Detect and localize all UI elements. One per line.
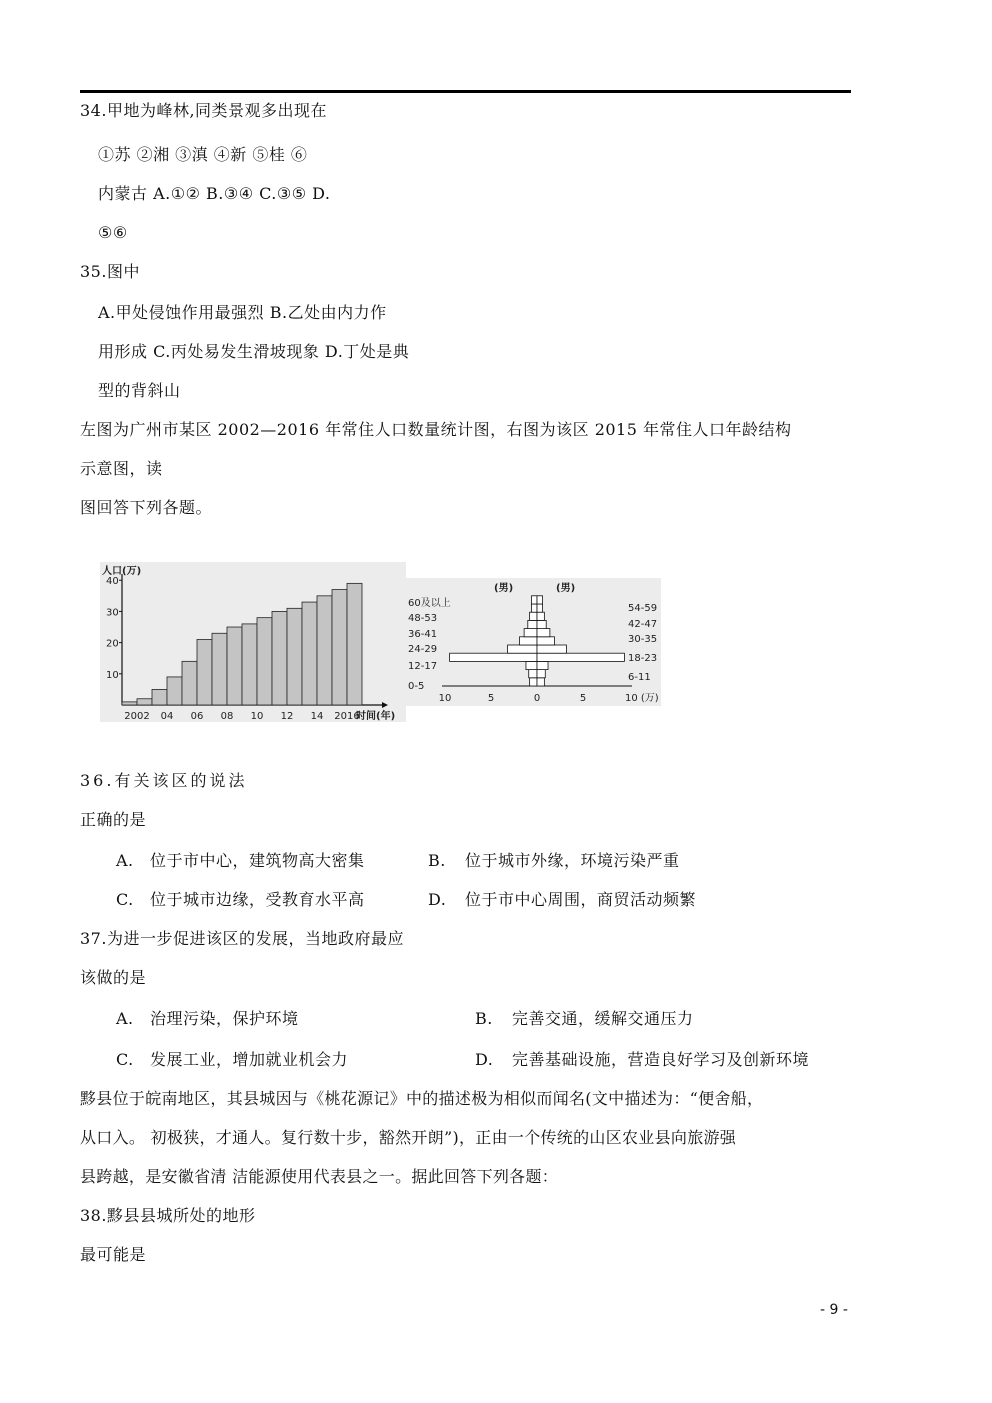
pyramid-bar-right-48-53 xyxy=(537,612,544,620)
pyramid-bar-left-30-35 xyxy=(520,637,537,645)
q36-option-a-letter: A. xyxy=(116,851,134,870)
pyramid-bar-left-54-59 xyxy=(531,604,537,612)
bar-ylabel: 人口(万) xyxy=(102,566,142,577)
bar-x-tick-label: 12 xyxy=(280,711,294,722)
passage-line1: 黟县位于皖南地区，其县城因与《桃花源记》中的描述极为相似而闻名(文中描述为：“便舍船， xyxy=(80,1089,764,1108)
pyramid-bar-left-36-41 xyxy=(524,629,537,637)
pyramid-bar-right-60+ xyxy=(537,596,543,604)
q36-option-b-text: 位于城市外缘，环境污染严重 xyxy=(465,851,680,870)
pyramid-bar-right-24-29 xyxy=(537,645,566,653)
q36-option-d-letter: D. xyxy=(428,890,447,909)
population-bar-chart xyxy=(100,562,406,722)
q37-option-d-letter: D. xyxy=(475,1050,494,1069)
pyramid-right-label: 54-59 xyxy=(628,603,658,614)
pyramid-left-header: (男) xyxy=(494,583,514,594)
pyramid-left-label: 60及以上 xyxy=(408,598,451,609)
bar-5 xyxy=(197,640,212,706)
bar-15 xyxy=(347,583,362,705)
bar-x-tick-label: 14 xyxy=(310,711,324,722)
intro-line3: 图回答下列各题。 xyxy=(80,498,213,517)
pyramid-bar-left-48-53 xyxy=(530,612,537,620)
pyramid-left-label: 12-17 xyxy=(408,661,438,672)
bar-x-tick-label: 08 xyxy=(220,711,234,722)
pyramid-x-tick-label: 0 xyxy=(533,693,541,704)
bar-y-tick-label: 10 xyxy=(106,669,119,681)
page-number: - 9 - xyxy=(820,1302,848,1318)
q38-stem-line2: 最可能是 xyxy=(80,1245,147,1264)
pyramid-bar-left-24-29 xyxy=(508,645,537,653)
pyramid-x-tick-label: 5 xyxy=(487,693,495,704)
q35-options-line3: 型的背斜山 xyxy=(98,381,181,400)
pyramid-bar-right-18-23 xyxy=(537,653,624,661)
bar-9 xyxy=(257,618,272,705)
age-pyramid-svg xyxy=(406,578,661,706)
q36-option-d-text: 位于市中心周围，商贸活动频繁 xyxy=(465,890,697,909)
q35-options-line2: 用形成 C.丙处易发生滑坡现象 D.丁处是典 xyxy=(98,342,410,361)
q38-stem-line1: 38.黟县县城所处的地形 xyxy=(80,1206,256,1225)
pyramid-x-tick-label: 10 (万) xyxy=(625,693,659,704)
intro-line1: 左图为广州市某区 2002—2016 年常住人口数量统计图，右图为该区 2015 年常住人口年龄结构 xyxy=(80,420,792,439)
pyramid-right-label: 30-35 xyxy=(628,634,658,645)
q36-option-c-letter: C. xyxy=(116,890,134,909)
pyramid-bar-left-0-5 xyxy=(530,678,537,686)
bar-12 xyxy=(302,602,317,705)
pyramid-bar-right-0-5 xyxy=(537,678,544,686)
bar-y-tick-label: 40 xyxy=(106,576,119,588)
q37-option-c-text: 发展工业，增加就业机会力 xyxy=(150,1050,349,1069)
q35-stem: 35.图中 xyxy=(80,262,140,281)
pyramid-x-tick-label: 5 xyxy=(579,693,587,704)
pyramid-x-tick-label: 10 xyxy=(438,693,452,704)
q34-stem: 34.甲地为峰林,同类景观多出现在 xyxy=(80,101,328,120)
bar-4 xyxy=(182,661,197,705)
q36-option-c-text: 位于城市边缘，受教育水平高 xyxy=(150,890,365,909)
bar-0 xyxy=(122,702,137,705)
q37-stem-line2: 该做的是 xyxy=(80,968,147,987)
bar-1 xyxy=(137,699,152,705)
pyramid-bar-right-36-41 xyxy=(537,629,550,637)
bar-y-tick-label: 30 xyxy=(106,607,119,619)
pyramid-left-label: 0-5 xyxy=(408,681,425,692)
bar-xlabel: 时间(年) xyxy=(356,711,396,722)
bar-7 xyxy=(227,627,242,705)
pyramid-left-label: 48-53 xyxy=(408,613,438,624)
bar-8 xyxy=(242,624,257,705)
q37-option-a-letter: A. xyxy=(116,1009,134,1028)
q34-options-line2: 内蒙古 A.①② B.③④ C.③⑤ D. xyxy=(98,184,331,203)
pyramid-bar-left-60+ xyxy=(531,596,537,604)
q34-options-line3: ⑤⑥ xyxy=(98,223,128,242)
bar-x-tick-label: 10 xyxy=(250,711,264,722)
pyramid-right-header: (男) xyxy=(556,583,576,594)
q36-option-a-text: 位于市中心，建筑物高大密集 xyxy=(150,851,365,870)
pyramid-right-label: 6-11 xyxy=(628,672,651,683)
pyramid-bar-right-30-35 xyxy=(537,637,554,645)
bar-x-tick-label: 04 xyxy=(160,711,174,722)
age-pyramid-chart xyxy=(406,578,661,706)
pyramid-bar-left-12-17 xyxy=(526,661,537,669)
bar-10 xyxy=(272,611,287,705)
q36-option-b-letter: B. xyxy=(428,851,446,870)
q37-option-a-text: 治理污染，保护环境 xyxy=(150,1009,299,1028)
q37-option-c-letter: C. xyxy=(116,1050,134,1069)
bar-6 xyxy=(212,633,227,705)
pyramid-left-label: 36-41 xyxy=(408,629,438,640)
bar-3 xyxy=(167,677,182,705)
bar-x-tick-label: 06 xyxy=(190,711,204,722)
bar-x-tick-label: 2016 xyxy=(334,711,360,722)
pyramid-bar-right-6-11 xyxy=(537,670,545,678)
q35-options-line1: A.甲处侵蚀作用最强烈 B.乙处由内力作 xyxy=(98,303,387,322)
pyramid-bar-right-42-47 xyxy=(537,620,546,628)
q34-options-line1: ①苏 ②湘 ③滇 ④新 ⑤桂 ⑥ xyxy=(98,145,308,164)
bar-14 xyxy=(332,590,347,705)
bar-x-arrow xyxy=(382,702,388,708)
q37-stem-line1: 37.为进一步促进该区的发展，当地政府最应 xyxy=(80,929,404,948)
pyramid-bar-right-54-59 xyxy=(537,604,543,612)
pyramid-bar-left-18-23 xyxy=(450,653,537,661)
q36-stem-line2: 正确的是 xyxy=(80,810,147,829)
bar-x-tick-label: 2002 xyxy=(124,711,150,722)
bar-13 xyxy=(317,596,332,705)
pyramid-bar-left-6-11 xyxy=(529,670,537,678)
pyramid-left-label: 24-29 xyxy=(408,644,438,655)
bar-y-tick-label: 20 xyxy=(106,638,119,650)
q36-stem-line1: 36.有关该区的说法 xyxy=(80,771,248,790)
population-bar-svg xyxy=(100,562,406,722)
bar-11 xyxy=(287,608,302,705)
pyramid-right-label: 42-47 xyxy=(628,619,658,630)
passage-line2: 从口入。 初极狭，才通人。复行数十步，豁然开朗”)，正由一个传统的山区农业县向旅游强 xyxy=(80,1128,737,1147)
pyramid-bar-left-42-47 xyxy=(528,620,537,628)
bar-2 xyxy=(152,689,167,705)
q37-option-b-letter: B. xyxy=(475,1009,493,1028)
header-rule xyxy=(80,90,851,93)
pyramid-right-label: 18-23 xyxy=(628,653,658,664)
passage-line3: 县跨越，是安徽省清 洁能源使用代表县之一。据此回答下列各题： xyxy=(80,1167,559,1186)
q37-option-b-text: 完善交通，缓解交通压力 xyxy=(512,1009,694,1028)
q37-option-d-text: 完善基础设施，营造良好学习及创新环境 xyxy=(512,1050,810,1069)
intro-line2: 示意图，读 xyxy=(80,459,163,478)
pyramid-bar-right-12-17 xyxy=(537,661,548,669)
